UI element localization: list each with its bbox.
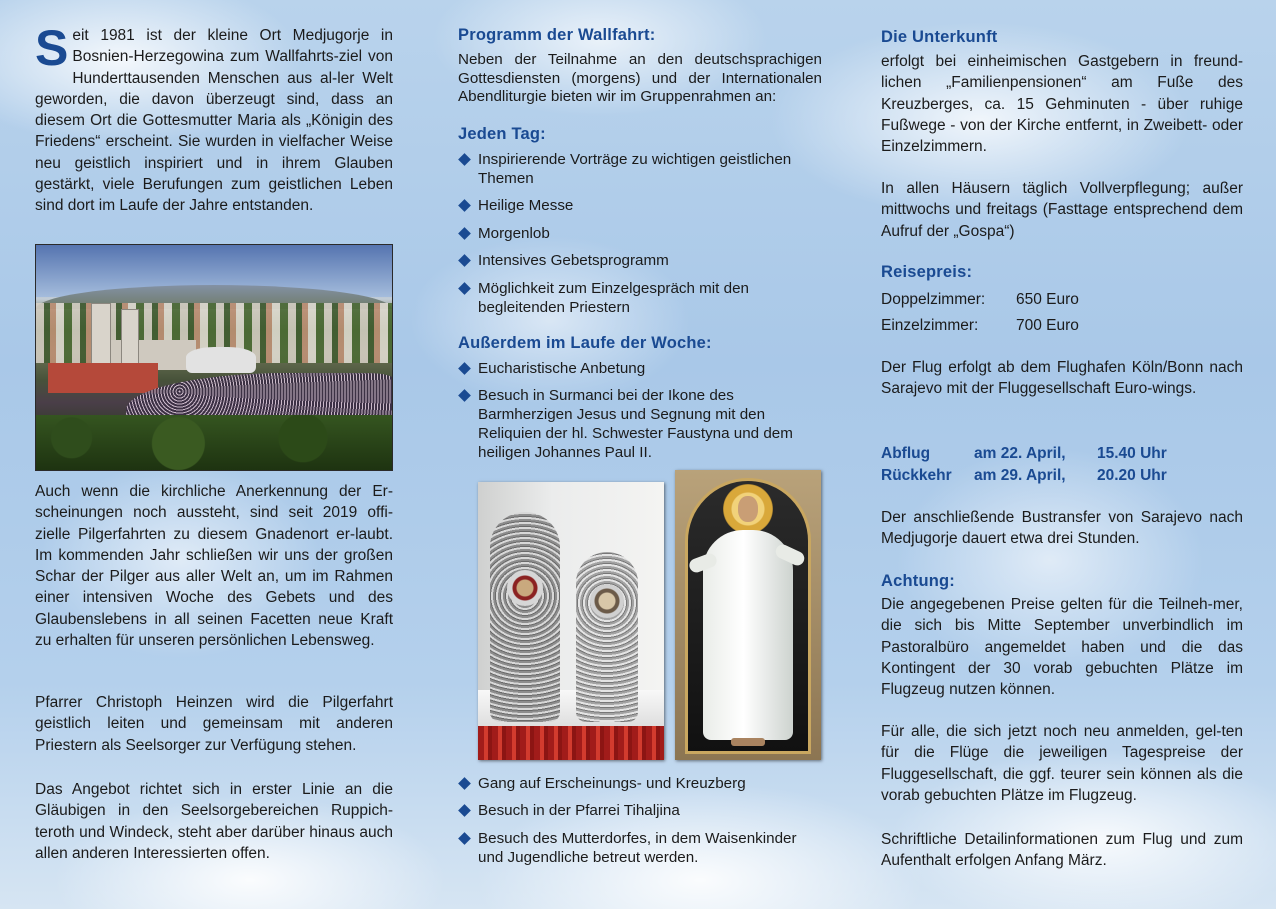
week-list-continued <box>458 774 822 867</box>
list-item: Morgenlob <box>458 224 822 251</box>
flight-label: Abflug <box>881 445 931 462</box>
flight-time: 20.20 Uhr <box>1097 466 1167 484</box>
list-item: Intensives Gebetsprogramm <box>458 251 822 279</box>
accommodation-heading: Die Unterkunft <box>881 28 998 46</box>
meals-paragraph: In allen Häusern täglich Vollverpflegung; außer mittwochs und freitags (Fasttage entsprechend dem Aufruf der „Gospa“) <box>881 180 1243 240</box>
price-row <box>881 313 1079 339</box>
flight-row <box>881 443 1167 465</box>
attention-heading: Achtung: <box>881 572 955 590</box>
diamond-bullet-icon <box>458 282 471 295</box>
accommodation-paragraph: erfolgt bei einheimischen Gastgebern in freund-lichen „Familienpensionen“ am Fuße des Kreuzberges, ca. 15 Gehminuten - über ruhige Fußwege - von der Kirche entfernt, in Zweibett- oder Einzelzimmern. <box>881 53 1243 156</box>
relics-photo <box>478 482 664 760</box>
diamond-bullet-icon <box>458 227 471 240</box>
flight-schedule <box>881 443 1167 486</box>
price-label: Einzelzimmer: <box>881 317 979 334</box>
list-item: Eucharistische Anbetung <box>458 359 822 386</box>
diamond-bullet-icon <box>458 254 471 267</box>
list-item: Inspirierende Vorträge zu wichtigen geistlichen Themen <box>458 150 822 196</box>
leader-paragraph: Pfarrer Christoph Heinzen wird die Pilgerfahrt geistlich leiten und gemeinsam mit anderen Priestern als Seelsorger zur Verfügung stehen. <box>35 694 393 754</box>
flight-date: am 29. April, <box>974 466 1066 484</box>
price-value: 650 Euro <box>1016 291 1079 308</box>
list-item: Besuch in der Pfarrei Tihaljina <box>458 801 822 829</box>
intro-text: eit 1981 ist der kleine Ort Medjugorje in Bosnien-Herzegowina zum Wallfahrts-ziel von Hunderttausenden Menschen aus al-ler Welt geworden, die davon überzeugt sind, dass an diesem Ort die Gottesmutter Maria als „Königin des Friedens“ erscheint. Sie wurden in vielfacher Weise neu geistlich inspiriert und in ihrem Glauben gestärkt, viele Berufungen zum geistlichen Leben sind dort im Laufe der Jahre entstanden. <box>35 27 393 215</box>
price-heading: Reisepreis: <box>881 263 973 281</box>
flight-label: Rückkehr <box>881 466 952 484</box>
intro-paragraph <box>35 20 393 217</box>
program-heading: Programm der Wallfahrt: <box>458 26 656 44</box>
price-label: Doppelzimmer: <box>881 291 986 308</box>
list-item: Möglichkeit zum Einzelgespräch mit den begleitenden Priestern <box>458 279 822 317</box>
list-item: Gang auf Erscheinungs- und Kreuzberg <box>458 774 822 801</box>
divine-mercy-icon-photo <box>675 470 821 760</box>
price-row <box>881 287 1079 313</box>
diamond-bullet-icon <box>458 804 471 817</box>
week-list <box>458 359 822 462</box>
price-value: 700 Euro <box>1016 317 1079 334</box>
diamond-bullet-icon <box>458 199 471 212</box>
program-intro: Neben der Teilnahme an den deutschsprachigen Gottesdiensten (morgens) und der Internationalen Abendliturgie bieten wir im Gruppenrahmen an: <box>458 51 822 105</box>
flight-date: am 22. April, <box>974 445 1066 462</box>
transfer-paragraph: Der anschließende Bustransfer von Sarajevo nach Medjugorje dauert etwa drei Stunden. <box>881 509 1243 548</box>
daily-heading: Jeden Tag: <box>458 125 546 143</box>
diamond-bullet-icon <box>458 389 471 402</box>
late-registration-paragraph: Für alle, die sich jetzt noch neu anmelden, gel-ten für die Flüge die jeweiligen Tagespreise der Fluggesellschaft, die ggf. teurer sein können als die vorab gebuchten Plätze im Flugzeug. <box>881 723 1243 804</box>
diamond-bullet-icon <box>458 777 471 790</box>
attention-paragraph: Die angegebenen Preise gelten für die Teilneh-mer, die sich bis Mitte September unverbindlich im Pastoralbüro angemeldet haben und die das Kontingent der 30 vorab gebuchten Plätze im Flugzeug nutzen können. <box>881 596 1243 699</box>
week-heading: Außerdem im Laufe der Woche: <box>458 334 712 352</box>
list-item: Heilige Messe <box>458 196 822 224</box>
list-item: Besuch in Surmanci bei der Ikone des Barmherzigen Jesus und Segnung mit den Reliquien der hl. Schwester Faustyna und dem heiligen Johannes Paul II. <box>458 386 822 462</box>
diamond-bullet-icon <box>458 362 471 375</box>
diamond-bullet-icon <box>458 153 471 166</box>
details-paragraph: Schriftliche Detailinformationen zum Flug und zum Aufenthalt erfolgen Anfang März. <box>881 831 1243 870</box>
daily-list <box>458 150 822 317</box>
list-item: Besuch des Mutterdorfes, in dem Waisenkinder und Jugendliche betreut werden. <box>458 829 822 867</box>
recognition-paragraph: Auch wenn die kirchliche Anerkennung der Er-scheinungen noch aussteht, sind seit 2019 offi-zielle Pilgerfahrten zu diesem Gnadenort er-laubt. Im kommenden Jahr schließen wir uns der großen Schar der Pilger aus aller Welt an, um im Rahmen einer intensiven Woche des Gebets und des Glaubenslebens in all seinen Facetten neue Kraft zu erhalten für unseren persönlichen Lebensweg. <box>35 483 393 650</box>
drop-cap: S <box>35 20 69 76</box>
audience-paragraph: Das Angebot richtet sich in erster Linie an die Gläubigen in den Seelsorgebereichen Ruppich-teroth und Windeck, steht aber darüber hinaus auch allen anderen Interessierten offen. <box>35 781 393 862</box>
flight-row <box>881 465 1167 487</box>
flight-paragraph: Der Flug erfolgt ab dem Flughafen Köln/Bonn nach Sarajevo mit der Fluggesellschaft Euro-wings. <box>881 359 1243 398</box>
price-table <box>881 287 1079 339</box>
flight-time: 15.40 Uhr <box>1097 445 1167 462</box>
diamond-bullet-icon <box>458 832 471 845</box>
medjugorje-photo <box>35 244 393 471</box>
